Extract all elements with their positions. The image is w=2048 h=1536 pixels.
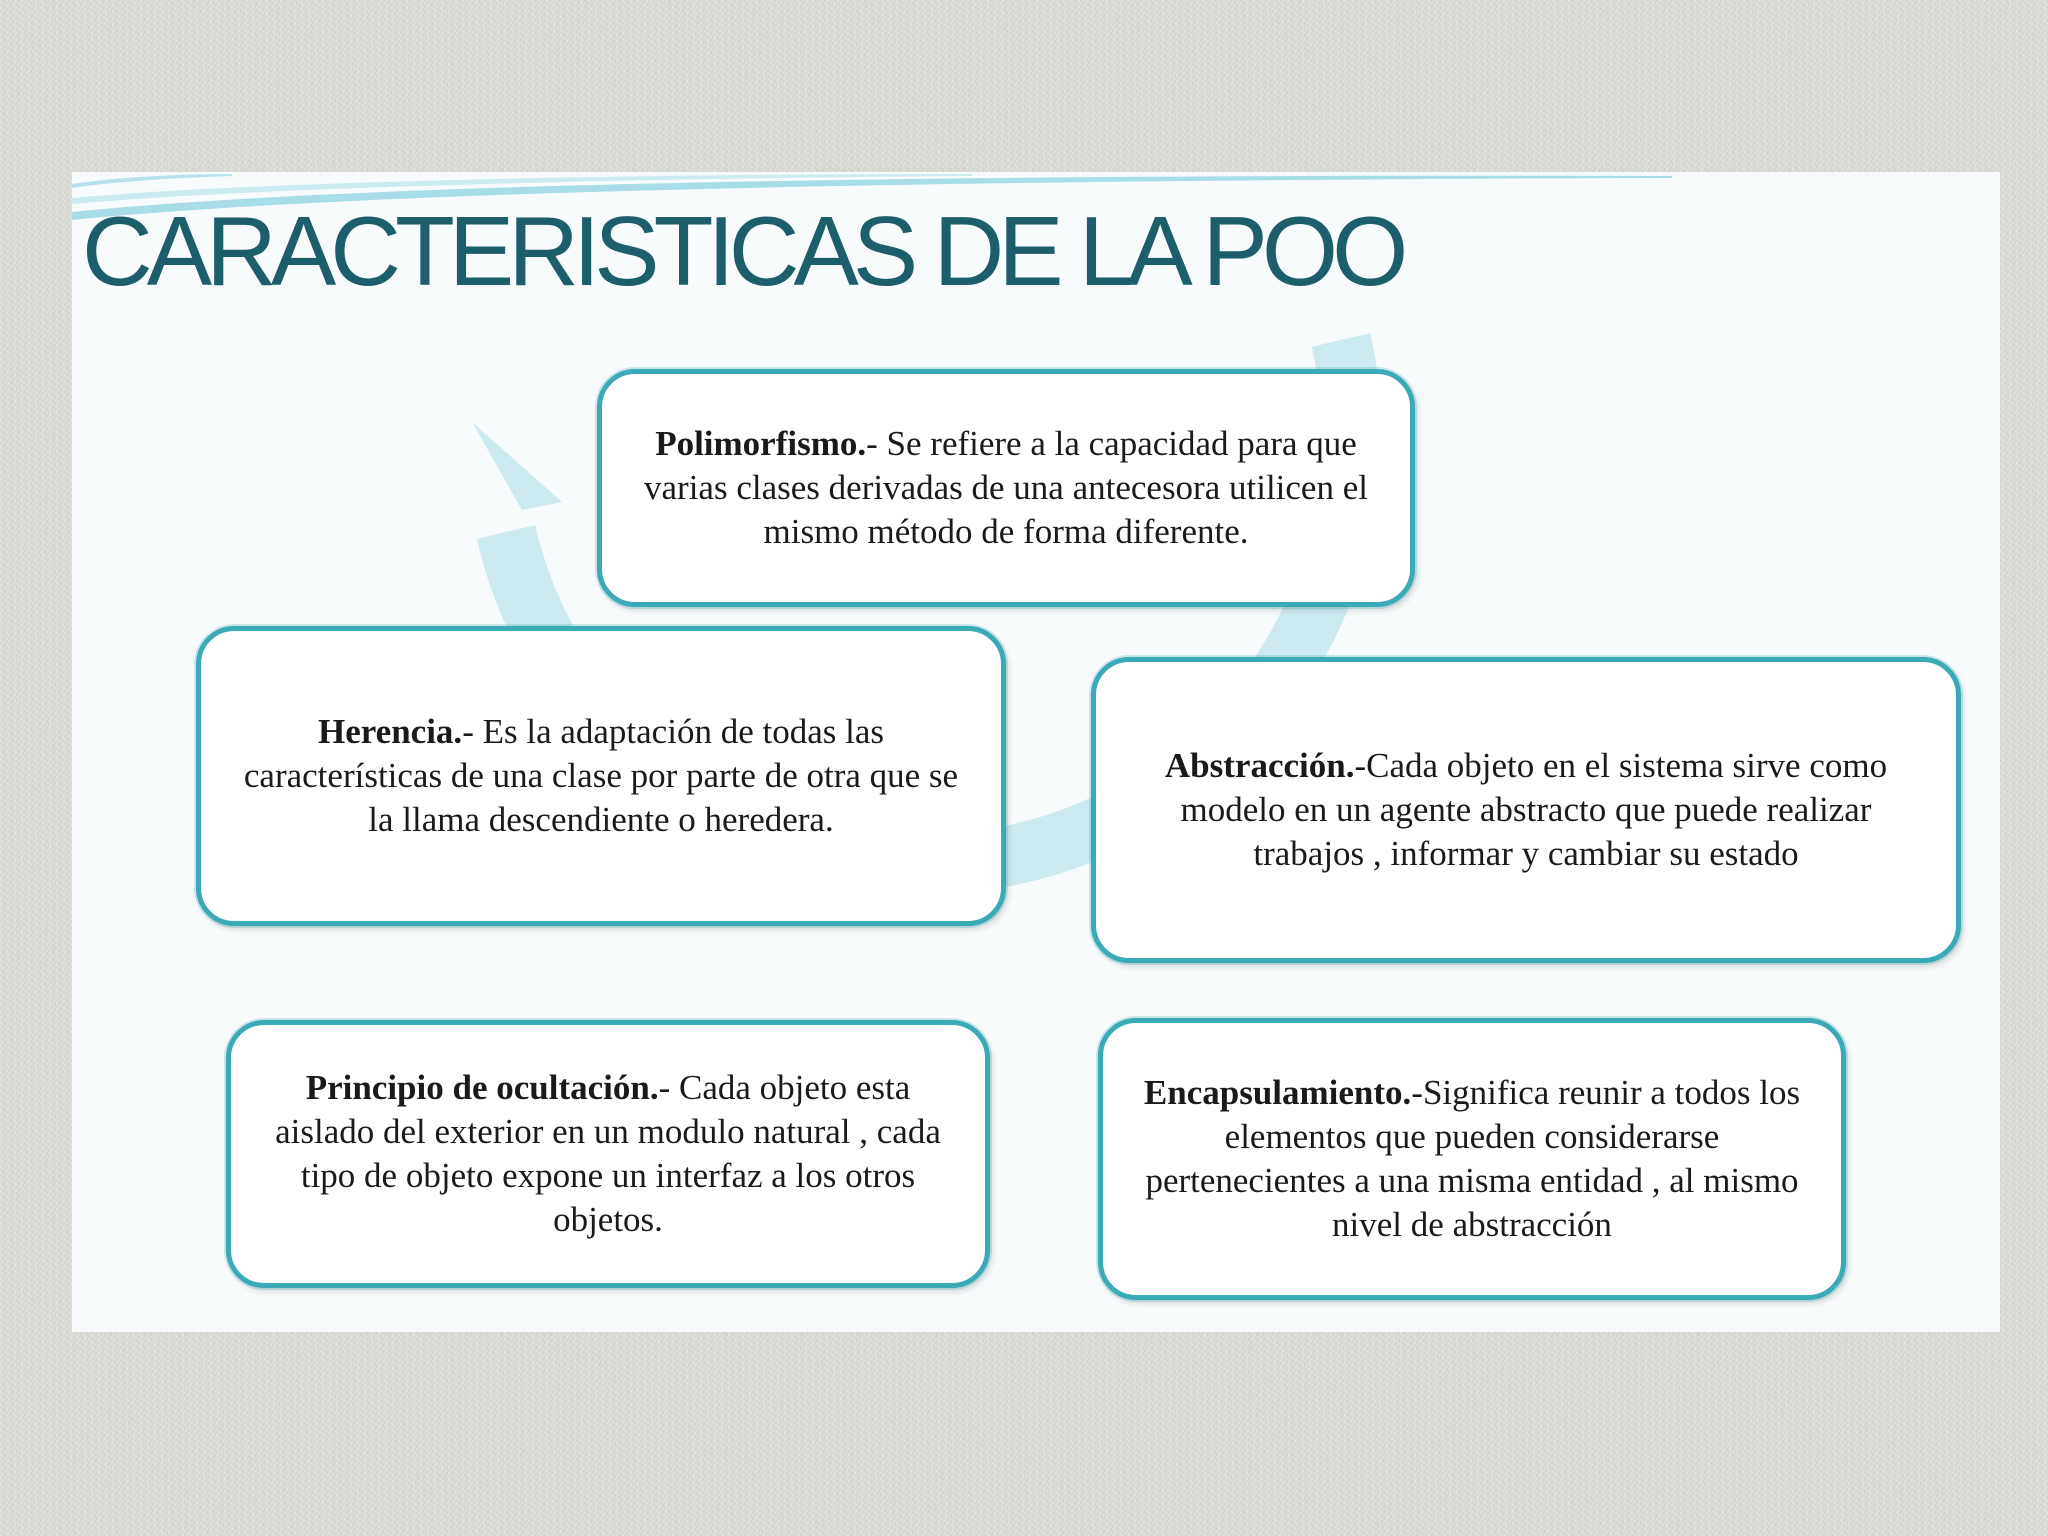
card-description: -Cada objeto en el sistema sirve como modelo en un agente abstracto que puede realizar trabajos , informar y cambiar su estado <box>1180 745 1888 874</box>
card-abstraccion <box>1091 657 1961 963</box>
card-description: - Es la adaptación de todas las características de una clase por parte de otra que se la llama descendiente o heredera. <box>243 711 959 840</box>
card-herencia <box>196 626 1006 926</box>
card-text <box>233 710 969 842</box>
card-text <box>634 422 1378 554</box>
card-polimorfismo <box>597 369 1415 607</box>
card-principio-de-ocultacion <box>226 1020 990 1288</box>
slide <box>72 172 2000 1332</box>
card-text <box>263 1066 953 1242</box>
slide-title: CARACTERISTICAS DE LA POO <box>82 196 1403 306</box>
card-description: -Significa reunir a todos los elementos que pueden considerarse pertenecientes a una misma entidad , al mismo nivel de abstracción <box>1145 1072 1801 1245</box>
card-term: Polimorfismo. <box>655 423 867 463</box>
card-term: Abstracción. <box>1164 745 1355 785</box>
card-term: Herencia. <box>318 711 463 751</box>
card-term: Principio de ocultación. <box>305 1067 659 1107</box>
card-description: - Se refiere a la capacidad para que varias clases derivadas de una antecesora utilicen el mismo método de forma diferente. <box>644 423 1368 552</box>
card-encapsulamiento <box>1098 1018 1846 1300</box>
card-description: - Cada objeto esta aislado del exterior en un modulo natural , cada tipo de objeto expone un interfaz a los otros objetos. <box>275 1067 941 1240</box>
cycle-arrowhead <box>472 422 562 510</box>
card-term: Encapsulamiento. <box>1143 1072 1412 1112</box>
card-text <box>1128 744 1924 876</box>
card-text <box>1135 1071 1809 1247</box>
